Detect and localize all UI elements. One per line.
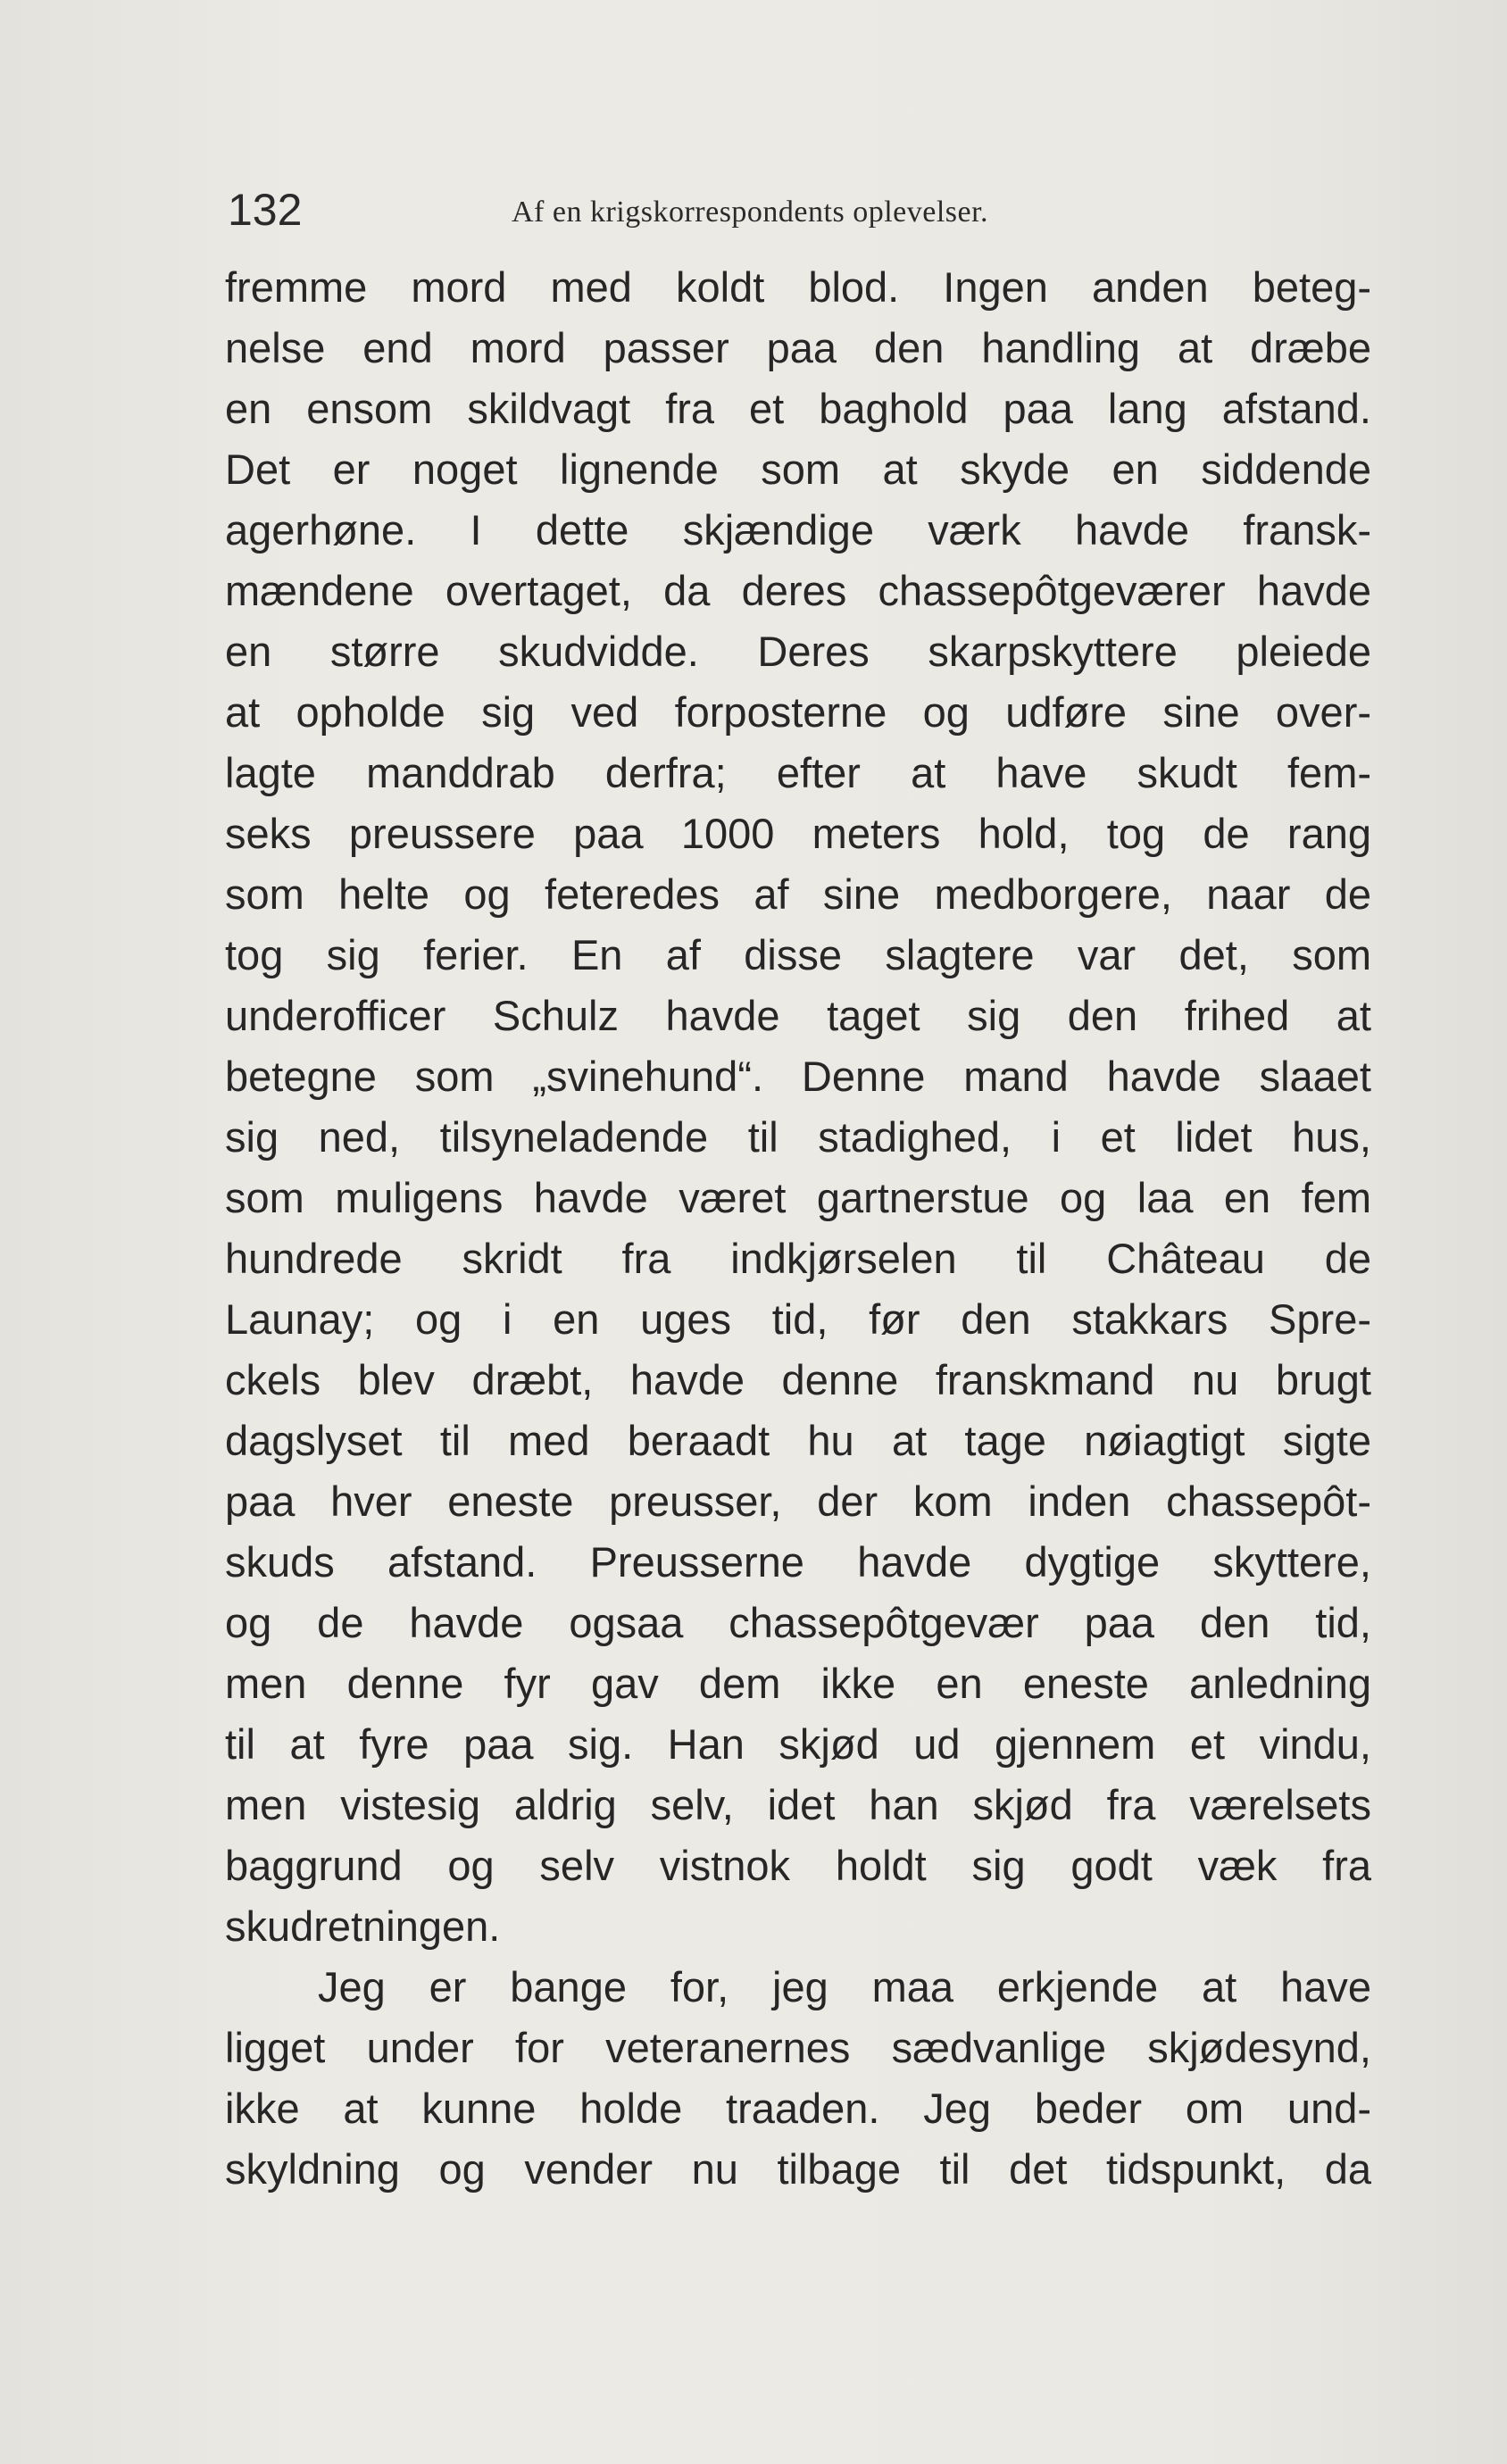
text-line: underofficer Schulz havde taget sig den frihed at	[225, 992, 1371, 1039]
text-line: nelse end mord passer paa den handling at dræbe	[225, 324, 1371, 371]
text-line: dagslyset til med beraadt hu at tage nøiagtigt sigte	[225, 1417, 1371, 1464]
running-head: Af en krigskorrespondents oplevelser.	[512, 196, 989, 229]
page-header	[228, 179, 1379, 241]
text-line: en ensom skildvagt fra et baghold paa lang afstand.	[225, 385, 1371, 432]
text-line: som muligens havde været gartnerstue og laa en fem	[225, 1174, 1371, 1221]
text-line: til at fyre paa sig. Han skjød ud gjennem et vindu,	[225, 1720, 1371, 1768]
text-line: lagte manddrab derfra; efter at have skudt fem-	[225, 749, 1371, 796]
text-line: og de havde ogsaa chassepôtgevær paa den tid,	[225, 1599, 1371, 1646]
text-line: men denne fyr gav dem ikke en eneste anledning	[225, 1660, 1371, 1707]
text-line: sig ned, tilsyneladende til stadighed, i et lidet hus,	[225, 1113, 1371, 1161]
text-line: tog sig ferier. En af disse slagtere var det, som	[225, 931, 1371, 978]
text-line: hundrede skridt fra indkjørselen til Château de	[225, 1235, 1371, 1282]
text-line: paa hver eneste preusser, der kom inden chassepôt-	[225, 1478, 1371, 1525]
text-line: fremme mord med koldt blod. Ingen anden beteg-	[225, 263, 1371, 311]
text-line: baggrund og selv vistnok holdt sig godt væk fra	[225, 1842, 1371, 1889]
text-line: skyldning og vender nu tilbage til det tidspunkt, da	[225, 2145, 1371, 2193]
text-line: Launay; og i en uges tid, før den stakkars Spre-	[225, 1295, 1371, 1343]
text-line: mændene overtaget, da deres chassepôtgeværer havde	[225, 567, 1371, 614]
text-line: Det er noget lignende som at skyde en siddende	[225, 445, 1371, 493]
text-line: Jeg er bange for, jeg maa erkjende at have	[318, 1963, 1371, 2010]
text-line: ikke at kunne holde traaden. Jeg beder om und-	[225, 2085, 1371, 2132]
paragraph	[225, 257, 1371, 1957]
page-number: 132	[228, 185, 303, 235]
text-line: ckels blev dræbt, havde denne franskmand nu brugt	[225, 1356, 1371, 1403]
text-line: betegne som „svinehund“. Denne mand havde slaaet	[225, 1053, 1371, 1100]
paragraph	[225, 1957, 1371, 2200]
text-line: agerhøne. I dette skjændige værk havde fransk-	[225, 506, 1371, 554]
text-line: at opholde sig ved forposterne og udføre sine over-	[225, 688, 1371, 736]
text-line: en større skudvidde. Deres skarpskyttere pleiede	[225, 628, 1371, 675]
body-text	[225, 257, 1371, 2200]
text-line: skudretningen.	[225, 1902, 501, 1950]
text-line: skuds afstand. Preusserne havde dygtige skyttere,	[225, 1538, 1371, 1586]
text-line: seks preussere paa 1000 meters hold, tog de rang	[225, 810, 1371, 857]
text-line: men vistesig aldrig selv, idet han skjød fra værelsets	[225, 1781, 1371, 1828]
text-line: ligget under for veteranernes sædvanlige skjødesynd,	[225, 2024, 1371, 2071]
text-line: som helte og feteredes af sine medborgere, naar de	[225, 870, 1371, 918]
